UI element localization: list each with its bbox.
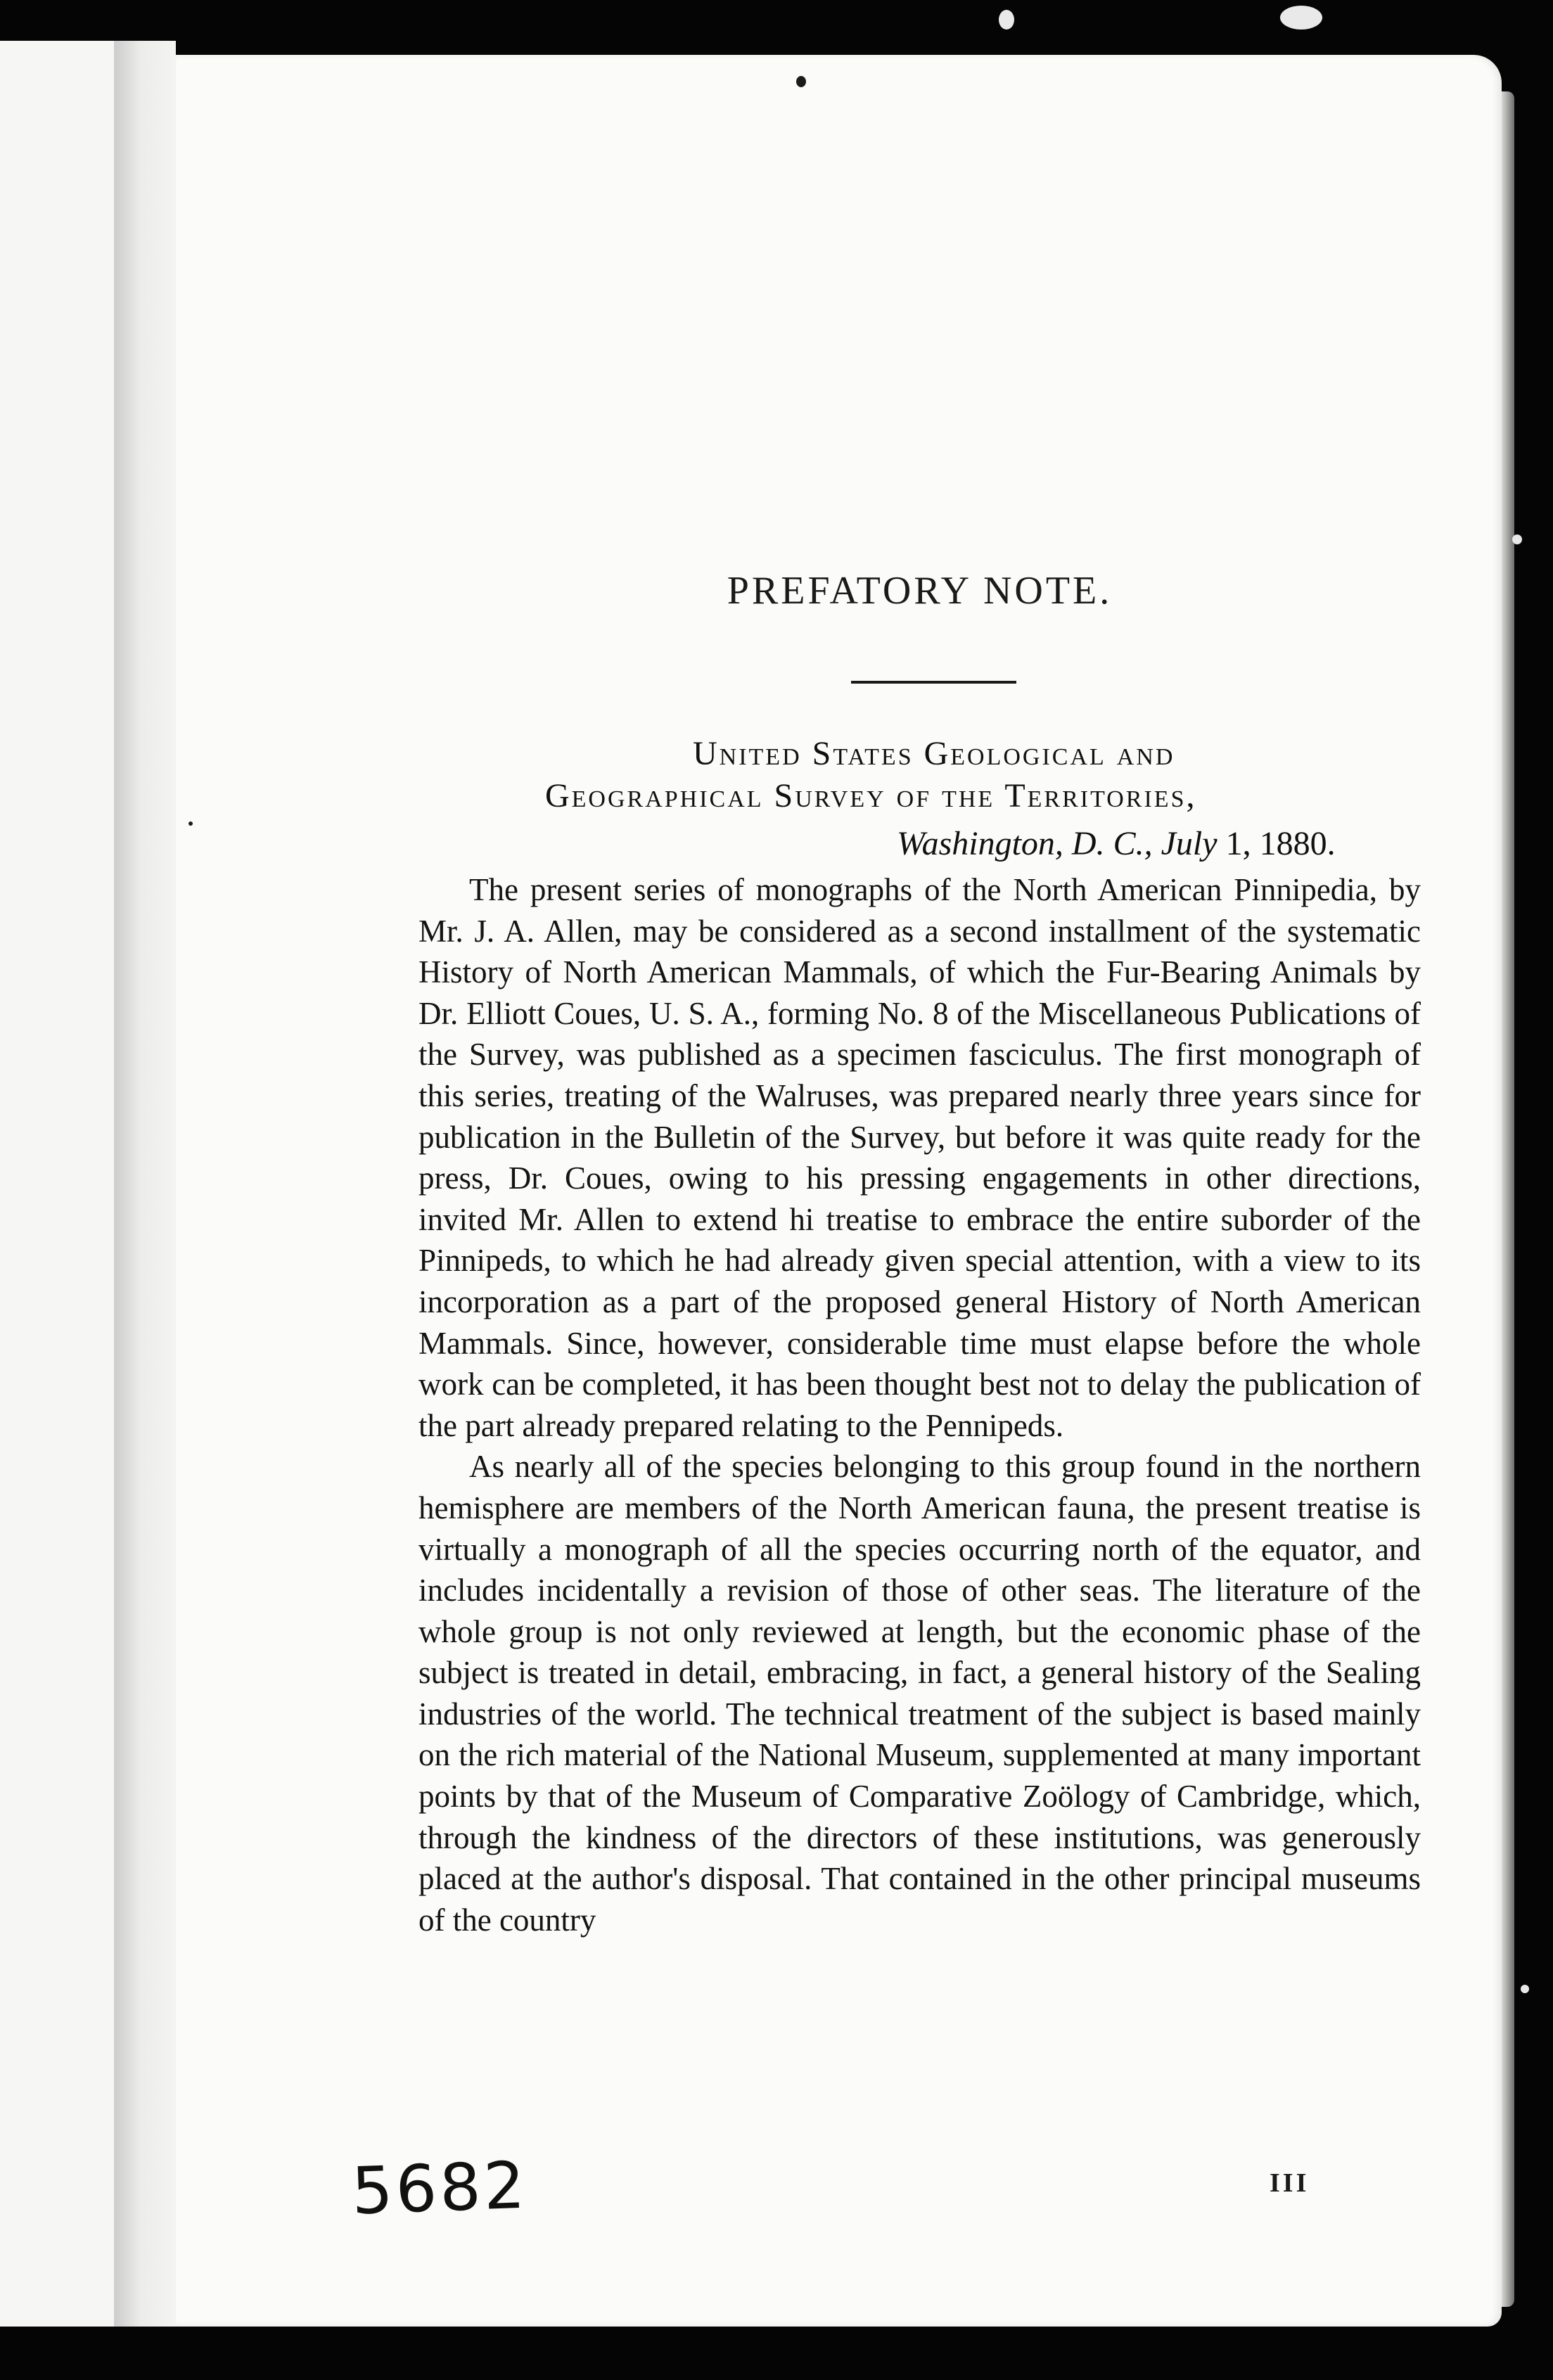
page-right-edge — [1502, 91, 1514, 2307]
dateline — [897, 824, 1336, 863]
paragraph-2: As nearly all of the species belonging to this group found in the northern hemisphere are members of the North American fauna, the present treatise is virtually a monograph of all the species occurring north of the equator, and includes incidentally a revision of those of other seas. The literature of the whole group is not only reviewed at length, but the economic phase of the subject is treated in detail, embracing, in fact, a general history of the Sealing industries of the world. The technical treatment of the subject is based mainly on the rich material of the National Museum, supplemented at many important points by that of the Museum of Comparative Zoölogy of Cambridge, which, through the kindness of the directors of these institutions, was generously placed at the author's disposal. That contained in the other principal museums of the country — [418, 1449, 1421, 1938]
paragraph-1: The present series of monographs of the North American Pinnipedia, by Mr. J. A. Allen, may be considered as a second installment of the systematic History of North American Mammals, of which the Fur-Bearing Animals by Dr. Elliott Coues, U. S. A., forming No. 8 of the Miscellaneous Publications of the Survey, was published as a specimen fasciculus. The first monograph of this series, treating of the Walruses, was prepared nearly three years since for publication in the Bulletin of the Survey, but before it was quite ready for the press, Dr. Coues, owing to his pressing engagements in other directions, invited Mr. Allen to extend hi treatise to embrace the entire suborder of the Pinnipeds, to which he had already given special attention, with a view to its incorporation as a part of the proposed general History of North American Mammals. Since, however, considerable time must elapse before the whole work can be completed, it has been thought best not to delay the publication of the part already prepared relating to the Pennipeds. — [418, 872, 1421, 1443]
dateline-place: Washington, D. C., July — [897, 825, 1218, 862]
page-folio: III — [1270, 2168, 1310, 2198]
page-title: PREFATORY NOTE. — [727, 569, 1113, 613]
title-rule — [851, 681, 1016, 684]
adjacent-page-edge — [0, 41, 117, 2327]
scan-speck — [1280, 6, 1322, 30]
dateline-date: 1, 1880. — [1217, 825, 1336, 862]
scan-speck — [188, 821, 193, 826]
document-page — [176, 55, 1502, 2327]
scan-speck — [1512, 535, 1522, 544]
scan-speck — [999, 10, 1014, 30]
heading-line-2: Geographical Survey of the Territories, — [545, 777, 1197, 814]
scan-speck — [1521, 1985, 1529, 1993]
body-text — [418, 869, 1421, 1940]
handwritten-number: 5682 — [350, 2147, 529, 2229]
page-gutter-shadow — [117, 41, 176, 2327]
scan-speck — [796, 76, 806, 87]
heading-line-1: United States Geological and — [693, 735, 1175, 772]
